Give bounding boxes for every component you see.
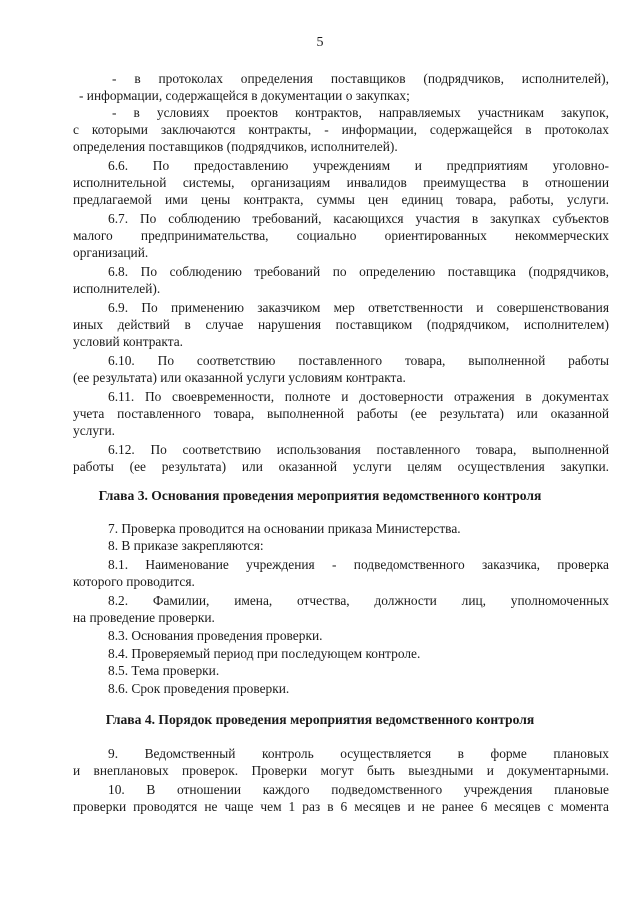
- paragraph-line: 7. Проверка проводится на основании приказа Министерства.: [108, 521, 461, 536]
- paragraph-line: которого проводится.: [73, 574, 195, 589]
- paragraph-line: 6.12. По соответствию использования поставленного товара, выполненной: [108, 442, 609, 457]
- paragraph-line: 8.6. Срок проведения проверки.: [108, 681, 290, 696]
- paragraph-line: и внеплановых проверок. Проверки могут быть выездными и документарными.: [73, 763, 609, 778]
- paragraph-line: с которыми заключаются контракты, - информации, содержащейся в протоколах: [73, 122, 609, 137]
- paragraph-line: - информации, содержащейся в документации о закупках;: [79, 88, 410, 103]
- chapter-3-heading: Глава 3. Основания проведения мероприятия ведомственного контроля: [98, 488, 542, 503]
- paragraph-line: 6.11. По своевременности, полноте и достоверности отражения в документах: [108, 389, 609, 404]
- chapter-4-heading: Глава 4. Порядок проведения мероприятия ведомственного контроля: [105, 712, 535, 727]
- paragraph-line: 8. В приказе закрепляются:: [108, 538, 264, 553]
- paragraph-line: учета поставленного товара, выполненной работы (ее результата) или оказанной: [73, 406, 609, 421]
- paragraph-line: 8.1. Наименование учреждения - подведомственного заказчика, проверка: [108, 557, 609, 572]
- paragraph-line: 10. В отношении каждого подведомственного учреждения плановые: [108, 782, 609, 797]
- paragraph-line: 6.10. По соответствию поставленного товара, выполненной работы: [108, 353, 609, 368]
- paragraph-line: малого предпринимательства, социально ориентированных некоммерческих: [73, 228, 609, 243]
- paragraph-line: - в условиях проектов контрактов, направляемых участникам закупок,: [112, 105, 609, 120]
- paragraph-line: 8.4. Проверяемый период при последующем контроле.: [108, 646, 421, 661]
- paragraph-line: определения поставщиков (подрядчиков, исполнителей).: [73, 139, 398, 154]
- paragraph-line: предлагаемой ими цены контракта, суммы цен единиц товара, работы, услуги.: [73, 192, 609, 207]
- paragraph-line: иных действий в случае нарушения поставщиком (подрядчиком, исполнителем): [73, 317, 609, 332]
- paragraph-line: 8.3. Основания проведения проверки.: [108, 628, 323, 643]
- paragraph-line: 8.5. Тема проверки.: [108, 663, 220, 678]
- paragraph-line: работы (ее результата) или оказанной услуги целям осуществления закупки.: [73, 459, 609, 474]
- paragraph-line: 6.7. По соблюдению требований, касающихся участия в закупках субъектов: [108, 211, 609, 226]
- paragraph-line: 6.9. По применению заказчиком мер ответственности и совершенствования: [108, 300, 609, 315]
- paragraph-line: организаций.: [73, 245, 149, 260]
- paragraph-line: 6.6. По предоставлению учреждениям и предприятиям уголовно-: [108, 158, 609, 173]
- paragraph-line: исполнительной системы, организациям инвалидов преимущества в отношении: [73, 175, 609, 190]
- paragraph-line: исполнителей).: [73, 281, 161, 296]
- paragraph-line: - в протоколах определения поставщиков (подрядчиков, исполнителей),: [112, 71, 609, 86]
- page-number: 5: [316, 35, 324, 50]
- paragraph-line: 8.2. Фамилии, имена, отчества, должности лиц, уполномоченных: [108, 593, 609, 608]
- paragraph-line: на проведение проверки.: [73, 610, 215, 625]
- paragraph-line: (ее результата) или оказанной услуги условиям контракта.: [73, 370, 406, 385]
- paragraph-line: проверки проводятся не чаще чем 1 раз в 6 месяцев и не ранее 6 месяцев с момента: [73, 799, 609, 814]
- paragraph-line: 9. Ведомственный контроль осуществляется в форме плановых: [108, 746, 609, 761]
- paragraph-line: 6.8. По соблюдению требований по определению поставщика (подрядчиков,: [108, 264, 609, 279]
- paragraph-line: условий контракта.: [73, 334, 183, 349]
- paragraph-line: услуги.: [73, 423, 116, 438]
